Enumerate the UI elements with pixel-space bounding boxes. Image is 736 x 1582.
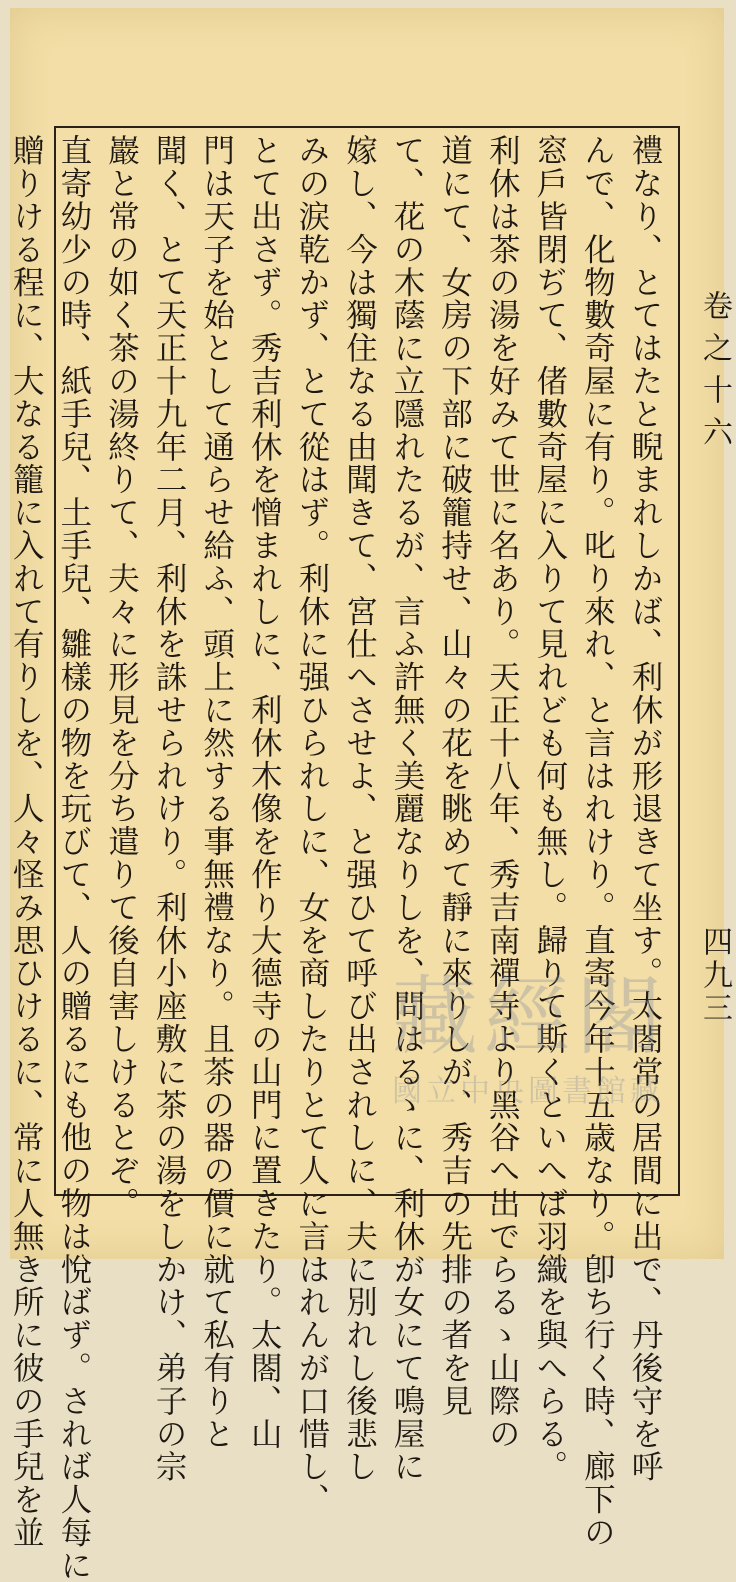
text-column: 禮なり、とてはたと睨まれしかば、利休が形退きて坐す。太閤常の居間に出で、丹後守を呼 <box>627 134 663 1483</box>
text-column: 門は天子を始として通らせ給ふ、頭上に然する事無禮なり。且茶の器の價に就て私有りと <box>198 134 235 1450</box>
text-column: 道にて、女房の下部に破籠持せ、山々の花を眺めて靜に來りしが、秀吉の先排の者を見 <box>436 134 473 1418</box>
text-column: んで、化物數奇屋に有り。叱り來れ、と言はれけり。直寄今年十五歳なり。卽ち行く時、廊下の <box>579 134 616 1549</box>
text-column: 窓戶皆閉ぢて、偖數奇屋に入りて見れども何も無し。歸りて斯くといへば羽織を與へらる。 <box>531 134 568 1483</box>
text-column: 利休は茶の湯を好みて世に名あり。天正十八年、秀吉南禪寺より黑谷へ出でらるゝ山際の <box>484 134 521 1450</box>
text-column: 贈りける程に、大なる籠に入れて有りしを、人々怪み思ひけるに、常に人無き所に彼の手兒を並 <box>8 134 45 1549</box>
running-title: 卷之十六 <box>697 290 732 458</box>
page-number: 四九三 <box>697 926 732 1025</box>
text-column: 巖と常の如く茶の湯終りて、夫々に形見を分ち遣りて後自害しけるとぞ。 <box>103 134 140 1220</box>
library-watermark: 藏經閣 國立中央圖書館藏 <box>392 967 668 1109</box>
vertical-text-block <box>8 134 668 1582</box>
text-column: 直寄幼少の時、紙手兒、土手兒、雛樣の物を玩びて、人の贈るにも他の物は悅ばず。されば人每に <box>55 134 92 1582</box>
text-column: て、花の木蔭に立隱れたるが、言ふ許無く美麗なりしを、問はるゝに、利休が女にて鳴屋に <box>389 134 426 1483</box>
text-column: みの涙乾かず、とて從はず。利休に强ひられしに、女を商したりとて人に言はれんが口惜し、 <box>293 134 330 1516</box>
text-column: 聞く、とて天正十九年二月、利休を誅せられけり。利休小座敷に茶の湯をしかけ、弟子の宗 <box>151 134 188 1483</box>
text-column: とて出さず。秀吉利休を憎まれしに、利休木像を作り大德寺の山門に置きたり。太閤、山 <box>246 134 283 1450</box>
text-column: 嫁し、今は獨住なる由聞きて、宮仕へさせよ、と强ひて呼び出されしに、夫に別れし後悲し <box>341 134 378 1483</box>
book-page <box>8 8 732 1582</box>
